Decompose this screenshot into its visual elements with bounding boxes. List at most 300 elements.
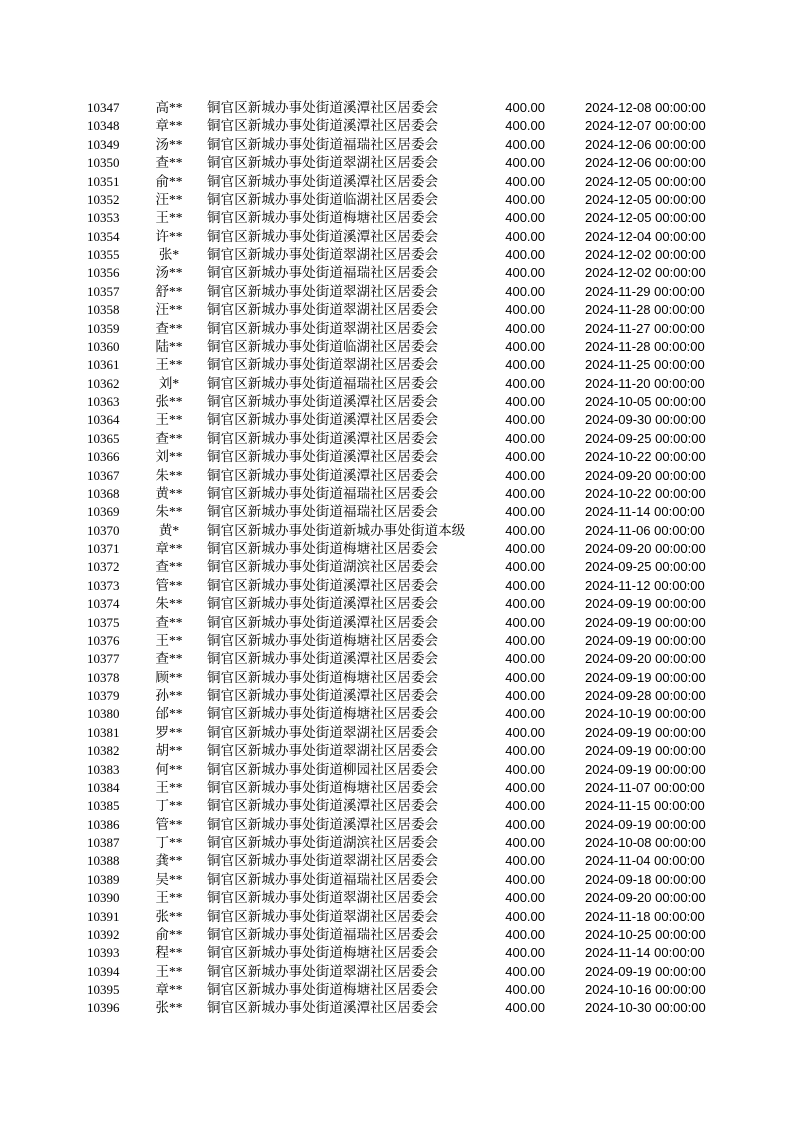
cell-person-name: 刘** [155,449,183,465]
cell-organization: 铜官区新城办事处街道溪潭社区居委会 [207,596,439,612]
table-row [0,705,793,723]
cell-organization: 铜官区新城办事处街道溪潭社区居委会 [207,651,439,667]
cell-datetime: 2024-10-19 00:00:00 [585,706,706,722]
table-row [0,301,793,319]
cell-person-name: 王** [155,779,183,795]
table-row [0,852,793,870]
table-row [0,117,793,135]
table-row [0,779,793,797]
cell-amount: 400.00 [505,779,545,795]
table-row [0,246,793,264]
cell-organization: 铜官区新城办事处街道湖滨社区居委会 [207,559,439,575]
cell-amount: 400.00 [505,265,545,281]
cell-organization: 铜官区新城办事处街道梅塘社区居委会 [207,945,439,961]
cell-organization: 铜官区新城办事处街道福瑞社区居委会 [207,504,439,520]
cell-amount: 400.00 [505,706,545,722]
cell-person-name: 顾** [155,669,183,685]
cell-datetime: 2024-11-12 00:00:00 [585,577,705,593]
cell-amount: 400.00 [505,688,545,703]
cell-record-id: 10350 [87,155,120,171]
cell-amount: 400.00 [505,191,545,207]
cell-record-id: 10372 [87,559,120,575]
cell-organization: 铜官区新城办事处街道柳园社区居委会 [207,761,439,777]
cell-person-name: 黄* [158,522,180,538]
cell-amount: 400.00 [505,522,545,538]
table-row [0,595,793,613]
cell-record-id: 10389 [87,871,120,887]
cell-datetime: 2024-11-27 00:00:00 [585,320,705,336]
table-row [0,375,793,393]
cell-amount: 400.00 [505,816,545,832]
cell-organization: 铜官区新城办事处街道溪潭社区居委会 [207,816,439,832]
cell-datetime: 2024-10-16 00:00:00 [585,982,706,997]
cell-person-name: 程** [155,945,183,961]
cell-person-name: 查** [155,155,183,171]
cell-amount: 400.00 [505,338,545,354]
table-row [0,264,793,282]
cell-person-name: 龚** [155,853,183,869]
cell-record-id: 10364 [87,412,120,428]
cell-person-name: 张** [155,1000,183,1016]
cell-record-id: 10386 [87,816,120,832]
table-row [0,430,793,448]
table-row [0,926,793,944]
cell-amount: 400.00 [505,669,545,685]
cell-record-id: 10394 [87,963,120,979]
cell-record-id: 10371 [87,541,120,556]
cell-organization: 铜官区新城办事处街道湖滨社区居委会 [207,835,439,850]
cell-organization: 铜官区新城办事处街道溪潭社区居委会 [207,1000,439,1016]
cell-amount: 400.00 [505,173,545,189]
cell-organization: 铜官区新城办事处街道翠湖社区居委会 [207,320,439,336]
cell-organization: 铜官区新城办事处街道临湖社区居委会 [207,338,439,354]
cell-datetime: 2024-10-22 00:00:00 [585,449,706,465]
cell-amount: 400.00 [505,577,545,593]
cell-amount: 400.00 [505,283,545,299]
cell-datetime: 2024-09-25 00:00:00 [585,559,706,575]
cell-person-name: 邰** [155,706,183,722]
table-row [0,154,793,172]
cell-person-name: 孙** [155,688,183,703]
cell-datetime: 2024-09-18 00:00:00 [585,871,706,887]
cell-datetime: 2024-12-05 00:00:00 [585,173,706,189]
cell-person-name: 俞** [155,926,183,942]
cell-datetime: 2024-09-28 00:00:00 [585,688,706,703]
cell-datetime: 2024-11-28 00:00:00 [585,338,705,354]
cell-person-name: 汪** [155,302,183,318]
table-row [0,871,793,889]
cell-amount: 400.00 [505,136,545,152]
cell-datetime: 2024-11-14 00:00:00 [585,945,705,961]
cell-person-name: 管** [155,816,183,832]
cell-organization: 铜官区新城办事处街道福瑞社区居委会 [207,136,439,152]
cell-amount: 400.00 [505,871,545,887]
cell-datetime: 2024-11-14 00:00:00 [585,504,705,520]
cell-record-id: 10358 [87,302,120,318]
table-row [0,338,793,356]
cell-organization: 铜官区新城办事处街道梅塘社区居委会 [207,541,439,556]
cell-datetime: 2024-09-30 00:00:00 [585,412,706,428]
cell-person-name: 吴** [155,871,183,887]
cell-amount: 400.00 [505,247,545,262]
cell-datetime: 2024-09-25 00:00:00 [585,430,706,446]
cell-datetime: 2024-09-19 00:00:00 [585,614,706,630]
cell-record-id: 10365 [87,430,120,446]
cell-amount: 400.00 [505,963,545,979]
cell-person-name: 查** [155,614,183,630]
cell-person-name: 朱** [155,596,183,612]
table-row [0,614,793,632]
table-row [0,393,793,411]
cell-amount: 400.00 [505,1000,545,1016]
table-row [0,136,793,154]
cell-organization: 铜官区新城办事处街道福瑞社区居委会 [207,871,439,887]
cell-datetime: 2024-11-29 00:00:00 [585,283,705,299]
cell-datetime: 2024-09-20 00:00:00 [585,651,706,667]
table-row [0,963,793,981]
cell-record-id: 10354 [87,228,120,244]
cell-amount: 400.00 [505,798,545,814]
cell-person-name: 朱** [155,504,183,520]
cell-amount: 400.00 [505,155,545,171]
table-row [0,742,793,760]
payment-record-table [0,99,793,1018]
cell-person-name: 章** [155,982,183,997]
cell-amount: 400.00 [505,596,545,612]
cell-record-id: 10390 [87,890,120,906]
cell-record-id: 10392 [87,926,120,942]
cell-record-id: 10370 [87,522,120,538]
cell-record-id: 10352 [87,191,120,207]
cell-record-id: 10355 [87,247,120,262]
cell-person-name: 张* [158,247,180,262]
table-row [0,99,793,117]
cell-organization: 铜官区新城办事处街道翠湖社区居委会 [207,155,439,171]
cell-amount: 400.00 [505,430,545,446]
cell-organization: 铜官区新城办事处街道溪潭社区居委会 [207,394,439,409]
cell-datetime: 2024-09-19 00:00:00 [585,963,706,979]
cell-person-name: 何** [155,761,183,777]
cell-organization: 铜官区新城办事处街道溪潭社区居委会 [207,118,439,134]
table-row [0,503,793,521]
table-row [0,797,793,815]
table-row [0,834,793,852]
cell-datetime: 2024-12-08 00:00:00 [585,100,706,115]
cell-datetime: 2024-10-30 00:00:00 [585,1000,706,1016]
cell-person-name: 汤** [155,265,183,281]
table-row [0,283,793,301]
cell-amount: 400.00 [505,357,545,373]
cell-person-name: 舒** [155,283,183,299]
table-row [0,411,793,429]
cell-datetime: 2024-11-20 00:00:00 [585,375,705,391]
cell-person-name: 丁** [155,835,183,850]
table-row [0,632,793,650]
cell-organization: 铜官区新城办事处街道溪潭社区居委会 [207,798,439,814]
cell-datetime: 2024-12-07 00:00:00 [585,118,706,134]
table-row [0,577,793,595]
cell-amount: 400.00 [505,467,545,483]
cell-amount: 400.00 [505,302,545,318]
cell-datetime: 2024-12-06 00:00:00 [585,155,706,171]
cell-organization: 铜官区新城办事处街道溪潭社区居委会 [207,614,439,630]
table-row [0,209,793,227]
cell-record-id: 10353 [87,210,120,226]
cell-amount: 400.00 [505,412,545,428]
cell-record-id: 10349 [87,136,120,152]
cell-organization: 铜官区新城办事处街道福瑞社区居委会 [207,485,439,501]
cell-record-id: 10374 [87,596,120,612]
cell-organization: 铜官区新城办事处街道新城办事处街道本级 [207,522,466,538]
cell-amount: 400.00 [505,982,545,997]
cell-person-name: 章** [155,541,183,556]
cell-record-id: 10369 [87,504,120,520]
cell-organization: 铜官区新城办事处街道福瑞社区居委会 [207,375,439,391]
cell-organization: 铜官区新城办事处街道梅塘社区居委会 [207,706,439,722]
table-row [0,173,793,191]
cell-amount: 400.00 [505,761,545,777]
cell-person-name: 查** [155,651,183,667]
table-row [0,908,793,926]
cell-record-id: 10382 [87,743,120,759]
cell-amount: 400.00 [505,449,545,465]
cell-amount: 400.00 [505,743,545,759]
cell-record-id: 10360 [87,338,120,354]
cell-record-id: 10348 [87,118,120,134]
cell-person-name: 高** [155,100,183,115]
cell-amount: 400.00 [505,945,545,961]
table-row [0,522,793,540]
table-row [0,485,793,503]
cell-amount: 400.00 [505,908,545,924]
cell-datetime: 2024-09-19 00:00:00 [585,761,706,777]
table-row [0,448,793,466]
cell-record-id: 10351 [87,173,120,189]
cell-datetime: 2024-09-20 00:00:00 [585,890,706,906]
cell-datetime: 2024-12-02 00:00:00 [585,247,706,262]
table-row [0,356,793,374]
cell-amount: 400.00 [505,651,545,667]
cell-datetime: 2024-09-19 00:00:00 [585,669,706,685]
cell-amount: 400.00 [505,210,545,226]
cell-person-name: 黄** [155,485,183,501]
cell-record-id: 10361 [87,357,120,373]
cell-person-name: 胡** [155,743,183,759]
cell-record-id: 10388 [87,853,120,869]
cell-datetime: 2024-12-06 00:00:00 [585,136,706,152]
cell-person-name: 王** [155,412,183,428]
cell-datetime: 2024-10-25 00:00:00 [585,926,706,942]
cell-datetime: 2024-09-20 00:00:00 [585,467,706,483]
cell-organization: 铜官区新城办事处街道溪潭社区居委会 [207,467,439,483]
cell-amount: 400.00 [505,228,545,244]
cell-organization: 铜官区新城办事处街道翠湖社区居委会 [207,247,439,262]
cell-organization: 铜官区新城办事处街道梅塘社区居委会 [207,779,439,795]
cell-person-name: 查** [155,430,183,446]
table-row [0,761,793,779]
cell-person-name: 张** [155,908,183,924]
cell-organization: 铜官区新城办事处街道翠湖社区居委会 [207,963,439,979]
cell-organization: 铜官区新城办事处街道梅塘社区居委会 [207,982,439,997]
cell-person-name: 王** [155,632,183,648]
cell-datetime: 2024-10-22 00:00:00 [585,485,706,501]
cell-organization: 铜官区新城办事处街道溪潭社区居委会 [207,688,439,703]
cell-person-name: 陆** [155,338,183,354]
cell-datetime: 2024-09-19 00:00:00 [585,724,706,740]
cell-organization: 铜官区新城办事处街道梅塘社区居委会 [207,632,439,648]
cell-datetime: 2024-09-19 00:00:00 [585,632,706,648]
table-row [0,650,793,668]
cell-organization: 铜官区新城办事处街道溪潭社区居委会 [207,100,439,115]
cell-organization: 铜官区新城办事处街道溪潭社区居委会 [207,412,439,428]
table-row [0,540,793,558]
cell-record-id: 10384 [87,779,120,795]
cell-datetime: 2024-09-20 00:00:00 [585,541,706,556]
cell-person-name: 王** [155,357,183,373]
cell-organization: 铜官区新城办事处街道溪潭社区居委会 [207,173,439,189]
cell-record-id: 10366 [87,449,120,465]
cell-amount: 400.00 [505,504,545,520]
cell-record-id: 10393 [87,945,120,961]
cell-amount: 400.00 [505,853,545,869]
cell-datetime: 2024-12-05 00:00:00 [585,191,706,207]
cell-person-name: 朱** [155,467,183,483]
cell-record-id: 10362 [87,375,120,391]
cell-datetime: 2024-11-25 00:00:00 [585,357,705,373]
cell-amount: 400.00 [505,375,545,391]
cell-record-id: 10378 [87,669,120,685]
cell-organization: 铜官区新城办事处街道翠湖社区居委会 [207,724,439,740]
cell-amount: 400.00 [505,559,545,575]
cell-amount: 400.00 [505,724,545,740]
cell-record-id: 10380 [87,706,120,722]
cell-person-name: 刘* [158,375,180,391]
cell-amount: 400.00 [505,394,545,409]
cell-person-name: 汪** [155,191,183,207]
cell-record-id: 10363 [87,394,120,409]
cell-record-id: 10347 [87,100,120,115]
cell-person-name: 查** [155,320,183,336]
cell-record-id: 10376 [87,632,120,648]
cell-datetime: 2024-10-08 00:00:00 [585,835,706,850]
cell-amount: 400.00 [505,632,545,648]
cell-organization: 铜官区新城办事处街道梅塘社区居委会 [207,210,439,226]
cell-organization: 铜官区新城办事处街道溪潭社区居委会 [207,430,439,446]
cell-record-id: 10368 [87,485,120,501]
cell-organization: 铜官区新城办事处街道溪潭社区居委会 [207,228,439,244]
cell-amount: 400.00 [505,835,545,850]
cell-amount: 400.00 [505,890,545,906]
cell-datetime: 2024-11-28 00:00:00 [585,302,705,318]
cell-amount: 400.00 [505,320,545,336]
cell-amount: 400.00 [505,485,545,501]
cell-person-name: 王** [155,210,183,226]
cell-record-id: 10381 [87,724,120,740]
cell-person-name: 汤** [155,136,183,152]
cell-amount: 400.00 [505,100,545,115]
cell-datetime: 2024-12-02 00:00:00 [585,265,706,281]
cell-datetime: 2024-12-05 00:00:00 [585,210,706,226]
cell-record-id: 10391 [87,908,120,924]
cell-organization: 铜官区新城办事处街道翠湖社区居委会 [207,890,439,906]
cell-organization: 铜官区新城办事处街道福瑞社区居委会 [207,926,439,942]
cell-organization: 铜官区新城办事处街道翠湖社区居委会 [207,853,439,869]
table-row [0,999,793,1017]
cell-organization: 铜官区新城办事处街道翠湖社区居委会 [207,743,439,759]
table-row [0,724,793,742]
cell-record-id: 10383 [87,761,120,777]
cell-organization: 铜官区新城办事处街道梅塘社区居委会 [207,669,439,685]
table-row [0,467,793,485]
cell-organization: 铜官区新城办事处街道溪潭社区居委会 [207,449,439,465]
cell-record-id: 10385 [87,798,120,814]
cell-person-name: 管** [155,577,183,593]
cell-datetime: 2024-09-19 00:00:00 [585,596,706,612]
cell-person-name: 王** [155,963,183,979]
cell-datetime: 2024-11-06 00:00:00 [585,522,705,538]
cell-person-name: 丁** [155,798,183,814]
cell-datetime: 2024-11-04 00:00:00 [585,853,705,869]
cell-record-id: 10367 [87,467,120,483]
cell-record-id: 10359 [87,320,120,336]
cell-amount: 400.00 [505,541,545,556]
table-row [0,981,793,999]
cell-amount: 400.00 [505,614,545,630]
cell-organization: 铜官区新城办事处街道翠湖社区居委会 [207,357,439,373]
cell-record-id: 10356 [87,265,120,281]
cell-datetime: 2024-11-18 00:00:00 [585,908,705,924]
cell-organization: 铜官区新城办事处街道翠湖社区居委会 [207,302,439,318]
cell-record-id: 10395 [87,982,120,997]
cell-datetime: 2024-11-15 00:00:00 [585,798,705,814]
table-row [0,228,793,246]
cell-datetime: 2024-10-05 00:00:00 [585,394,706,409]
cell-organization: 铜官区新城办事处街道翠湖社区居委会 [207,283,439,299]
cell-person-name: 许** [155,228,183,244]
cell-organization: 铜官区新城办事处街道福瑞社区居委会 [207,265,439,281]
cell-organization: 铜官区新城办事处街道翠湖社区居委会 [207,908,439,924]
table-row [0,816,793,834]
table-row [0,944,793,962]
cell-record-id: 10357 [87,283,120,299]
cell-person-name: 张** [155,394,183,409]
cell-record-id: 10379 [87,688,120,703]
table-row [0,687,793,705]
cell-record-id: 10377 [87,651,120,667]
cell-amount: 400.00 [505,926,545,942]
cell-record-id: 10375 [87,614,120,630]
cell-record-id: 10373 [87,577,120,593]
cell-datetime: 2024-09-19 00:00:00 [585,816,706,832]
cell-person-name: 章** [155,118,183,134]
table-row [0,558,793,576]
cell-amount: 400.00 [505,118,545,134]
cell-datetime: 2024-09-19 00:00:00 [585,743,706,759]
cell-person-name: 王** [155,890,183,906]
cell-datetime: 2024-11-07 00:00:00 [585,779,705,795]
cell-record-id: 10387 [87,835,120,850]
cell-organization: 铜官区新城办事处街道临湖社区居委会 [207,191,439,207]
cell-person-name: 俞** [155,173,183,189]
cell-datetime: 2024-12-04 00:00:00 [585,228,706,244]
cell-record-id: 10396 [87,1000,120,1016]
cell-person-name: 查** [155,559,183,575]
table-row [0,320,793,338]
cell-person-name: 罗** [155,724,183,740]
table-row [0,889,793,907]
cell-organization: 铜官区新城办事处街道溪潭社区居委会 [207,577,439,593]
table-row [0,669,793,687]
